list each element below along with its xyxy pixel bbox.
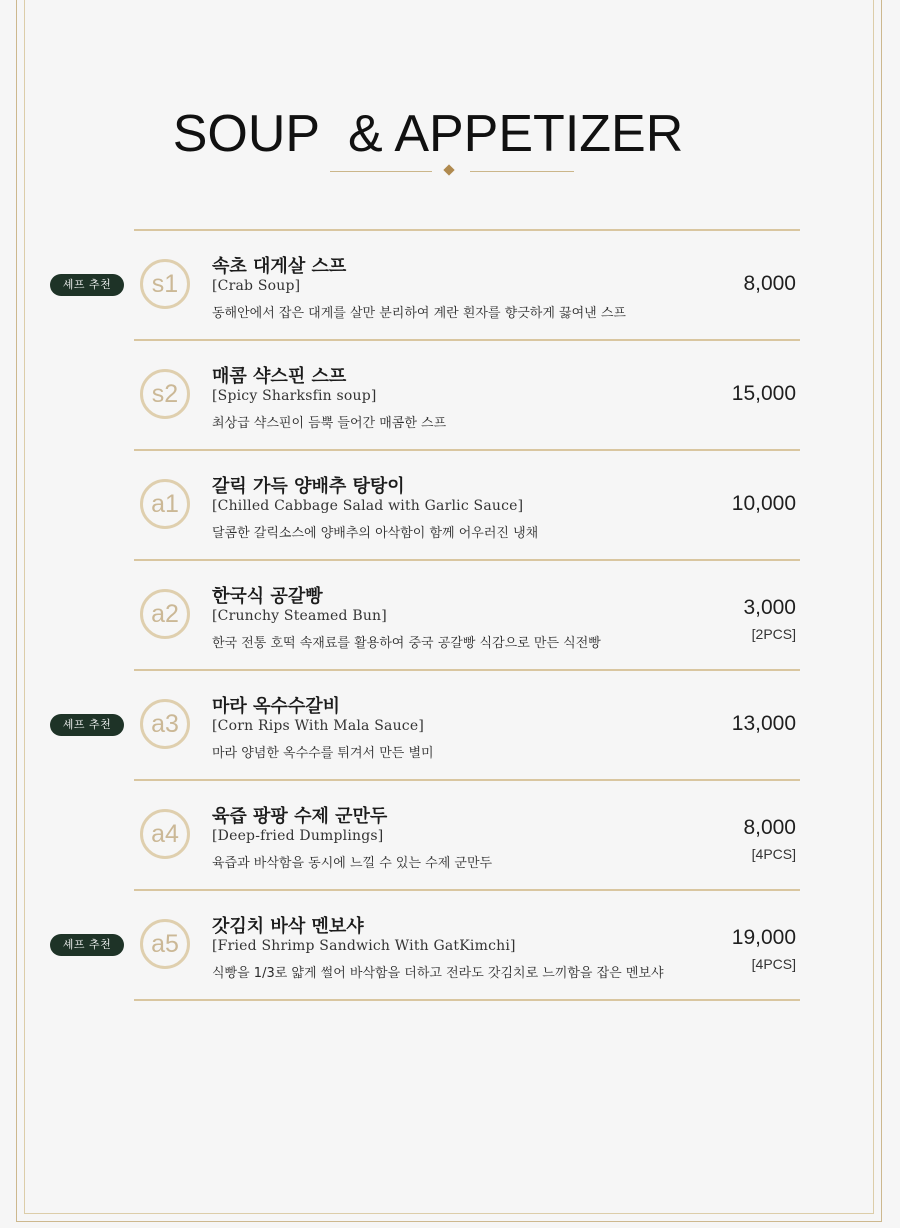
- menu-item: [0, 890, 900, 1000]
- item-name-english: [Crunchy Steamed Bun]: [212, 608, 387, 624]
- item-code-badge: a2: [140, 589, 190, 639]
- item-code-badge: s2: [140, 369, 190, 419]
- item-price: 8,000: [743, 272, 796, 295]
- item-name-korean: 매콤 샥스핀 스프: [212, 366, 347, 387]
- item-name-korean: 갓김치 바삭 멘보샤: [212, 916, 364, 937]
- chef-recommend-badge: 셰프 추천: [50, 714, 124, 736]
- item-quantity: [2PCS]: [751, 626, 796, 642]
- item-description: 육즙과 바삭함을 동시에 느낄 수 있는 수제 군만두: [212, 856, 493, 871]
- menu-item: [0, 560, 900, 670]
- chef-recommend-badge: 셰프 추천: [50, 934, 124, 956]
- item-description: 달콤한 갈릭소스에 양배추의 아삭함이 함께 어우러진 냉채: [212, 526, 539, 541]
- item-code-badge: a1: [140, 479, 190, 529]
- item-code-badge: s1: [140, 259, 190, 309]
- item-price: 3,000: [743, 596, 796, 619]
- item-code-badge: a3: [140, 699, 190, 749]
- item-divider: [134, 999, 800, 1001]
- menu-item: [0, 230, 900, 340]
- item-name-korean: 마라 옥수수갈비: [212, 696, 340, 717]
- item-name-english: [Deep-fried Dumplings]: [212, 828, 384, 844]
- item-description: 동해안에서 잡은 대게를 살만 분리하여 계란 흰자를 향긋하게 끓여낸 스프: [212, 306, 626, 321]
- item-price: 19,000: [731, 926, 796, 949]
- item-description: 식빵을 1/3로 얇게 썰어 바삭함을 더하고 전라도 갓김치로 느끼함을 잡은 멘보샤: [212, 966, 664, 981]
- item-name-english: [Fried Shrimp Sandwich With GatKimchi]: [212, 938, 516, 954]
- item-price: 15,000: [731, 382, 796, 405]
- item-quantity: [4PCS]: [751, 846, 796, 862]
- item-description: 한국 전통 호떡 속재료를 활용하여 중국 공갈빵 식감으로 만든 식전빵: [212, 636, 601, 651]
- item-name-english: [Chilled Cabbage Salad with Garlic Sauce]: [212, 498, 524, 514]
- item-name-english: [Spicy Sharksfin soup]: [212, 388, 377, 404]
- item-name-english: [Corn Rips With Mala Sauce]: [212, 718, 424, 734]
- item-name-korean: 육즙 팡팡 수제 군만두: [212, 806, 388, 827]
- item-price: 8,000: [743, 816, 796, 839]
- item-name-korean: 갈릭 가득 양배추 탕탕이: [212, 476, 405, 497]
- item-quantity: [4PCS]: [751, 956, 796, 972]
- item-name-korean: 속초 대게살 스프: [212, 256, 347, 277]
- item-description: 최상급 샥스핀이 듬뿍 들어간 매콤한 스프: [212, 416, 447, 431]
- menu-item: [0, 450, 900, 560]
- chef-recommend-badge: 셰프 추천: [50, 274, 124, 296]
- item-description: 마라 양념한 옥수수를 튀겨서 만든 별미: [212, 746, 434, 761]
- item-price: 13,000: [731, 712, 796, 735]
- item-name-english: [Crab Soup]: [212, 278, 301, 294]
- page-title: SOUP & APPETIZER: [172, 105, 684, 163]
- menu-item: [0, 340, 900, 450]
- menu-item: [0, 670, 900, 780]
- menu-item: [0, 780, 900, 890]
- item-name-korean: 한국식 공갈빵: [212, 586, 323, 607]
- item-code-badge: a5: [140, 919, 190, 969]
- item-price: 10,000: [731, 492, 796, 515]
- item-code-badge: a4: [140, 809, 190, 859]
